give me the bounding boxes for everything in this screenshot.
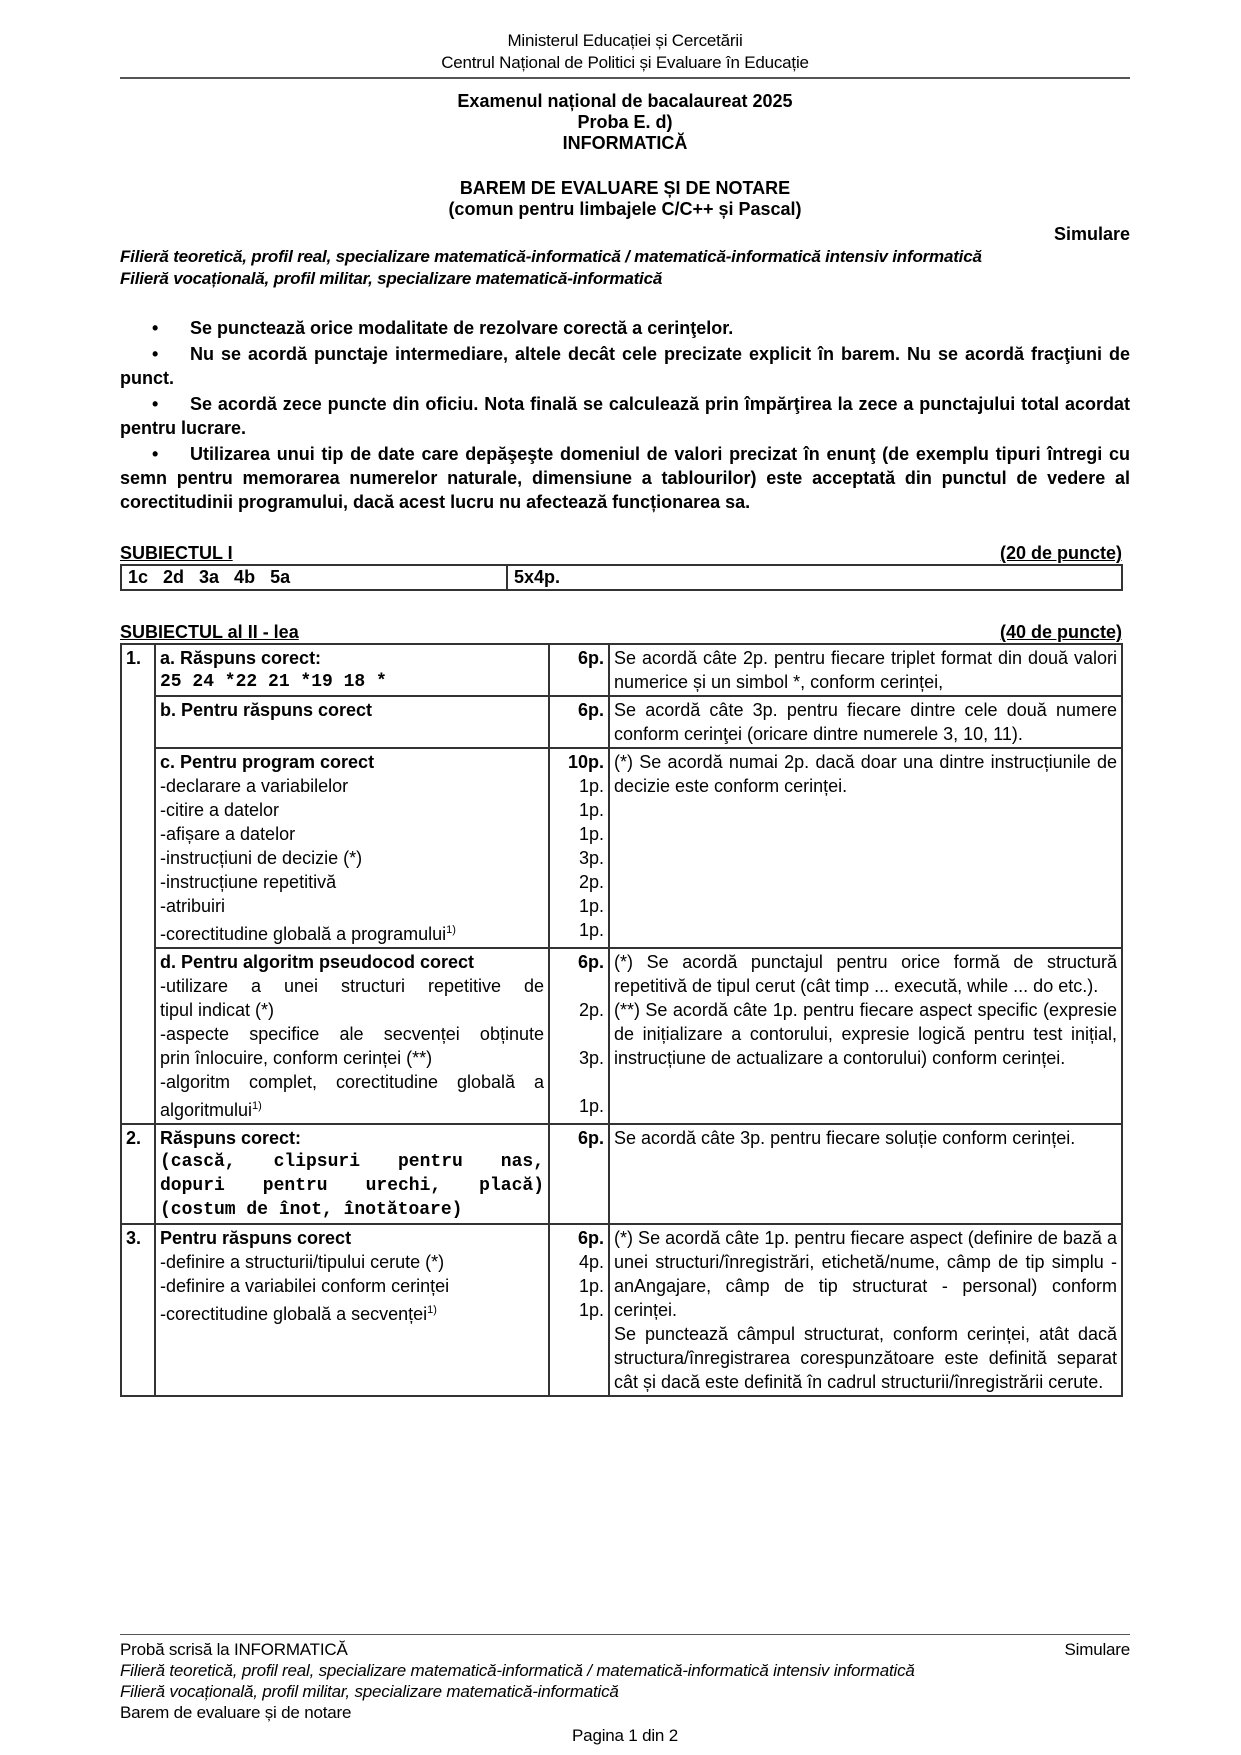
item-number — [121, 748, 155, 948]
criteria-line — [160, 1226, 544, 1250]
footer-exam: Probă scrisă la INFORMATICĂ — [120, 1640, 348, 1659]
criteria-text: (costum de înot, înotătoare) — [160, 1200, 463, 1220]
note-text-2: (**) Se acordă câte 1p. pentru fiecare aspect specific (expresie de inițializare a contorului, expresie logică pentru test inițial, instrucțiune de actualizare a contorului) conform cerinței. — [614, 1000, 1117, 1068]
criteria-text: prin înlocuire, conform cerinței (**) — [160, 1048, 433, 1068]
criteria-line — [160, 1250, 544, 1274]
points-value — [554, 670, 604, 694]
rule-item — [120, 342, 1130, 390]
criteria-text: algoritmului — [160, 1100, 253, 1120]
criteria-text: -corectitudine globală a programului — [160, 924, 447, 944]
bullet-icon: • — [152, 444, 159, 464]
points-value: 1p. — [578, 1300, 604, 1320]
note-text: (*) Se acordă numai 2p. dacă doar una dintre instrucțiunile de decizie este conform cerinței. — [614, 752, 1117, 796]
criteria-cell — [155, 748, 549, 948]
proba-title: Proba E. d) — [577, 112, 673, 132]
points-value: 3p. — [578, 848, 604, 868]
criteria-line — [160, 998, 544, 1022]
notes-cell — [609, 1224, 1122, 1396]
points-cell — [549, 1124, 609, 1224]
rule-item — [120, 392, 1130, 440]
criteria-line — [160, 1298, 544, 1326]
points-value: 6p. — [577, 648, 604, 668]
points-cell — [549, 696, 609, 748]
criteria-text: -instrucțiuni de decizie (*) — [160, 848, 363, 868]
criteria-line — [160, 1150, 544, 1174]
note-text: Se acordă câte 3p. pentru fiecare dintre cele două numere conform cerinţei (oricare dintre numerele 3, 10, 11). — [614, 700, 1117, 744]
note-text: (*) Se acordă câte 1p. pentru fiecare aspect (definire de bază a unei structuri/înregistrări, etichetă/nume, câmp de tip simplu - anAngajare, câmp de tip structurat - personal) conform cerinței. — [614, 1228, 1117, 1320]
criteria-text: -declarare a variabilelor — [160, 776, 349, 796]
points-value: 1p. — [578, 800, 604, 820]
criteria-line — [160, 670, 544, 694]
note-text: (*) Se acordă punctajul pentru orice formă de structură repetitivă de tipul cerut (cât timp ... execută, while ... do etc.). — [614, 952, 1117, 996]
document-page — [120, 0, 1130, 1397]
filiera-line-1: Filieră teoretică, profil real, specializare matematică-informatică / matematică-informatică intensiv informatică — [120, 247, 982, 266]
criteria-line — [160, 950, 544, 974]
criteria-line — [160, 1126, 544, 1150]
item-number: 3. — [121, 1224, 155, 1396]
rule-item — [120, 316, 1130, 340]
points-value: 1p. — [578, 1276, 604, 1296]
subject-1-points: (20 de puncte) — [999, 543, 1122, 563]
criteria-line — [160, 918, 544, 946]
criteria-text: dopuri pentru urechi, placă) — [160, 1176, 544, 1196]
criteria-cell — [155, 948, 549, 1124]
criteria-text: -afișare a datelor — [160, 824, 296, 844]
criteria-text: Răspuns corect: — [160, 1128, 302, 1148]
rule-text: Se acordă zece puncte din oficiu. Nota finală se calculează prin împărţirea la zece a punctajului total acordat pentru lucrare. — [120, 394, 1130, 438]
note-text: Se acordă câte 2p. pentru fiecare triplet format din două valori numerice și un simbol *, conform cerinței, — [614, 648, 1117, 692]
notes-cell — [609, 644, 1122, 696]
criteria-text: -algoritm complet, corectitudine globală a — [160, 1072, 544, 1092]
criteria-line — [160, 698, 544, 722]
criteria-text: tipul indicat (*) — [160, 1000, 275, 1020]
ministry-name: Ministerul Educației și Cercetării — [507, 31, 743, 50]
filiera-line-2: Filieră vocațională, profil militar, specializare matematică-informatică — [120, 269, 663, 288]
points-value: 1p. — [578, 1096, 604, 1116]
criteria-cell — [155, 644, 549, 696]
subject-1-title: SUBIECTUL I — [120, 543, 233, 563]
criteria-line — [160, 1046, 544, 1070]
page-header — [120, 30, 1130, 74]
item-number — [121, 948, 155, 1124]
points-cell — [549, 1224, 609, 1396]
criteria-line — [160, 1094, 544, 1122]
notes-cell — [609, 1124, 1122, 1224]
criteria-text: (cască, clipsuri pentru nas, — [160, 1152, 544, 1172]
criteria-line — [160, 1022, 544, 1046]
criteria-text: 25 24 *22 21 *19 18 * — [160, 672, 387, 692]
criteria-line — [160, 646, 544, 670]
points-value: 1p. — [578, 920, 604, 940]
session-label: Simulare — [1053, 224, 1130, 244]
item-number: 1. — [121, 644, 155, 696]
note-text-2: Se punctează câmpul structurat, conform cerinței, atât dacă structura/înregistrarea corespunzătoare este definită separat cât și dacă este definită în cadrul structurii/înregistrării cerute. — [614, 1324, 1117, 1392]
criteria-text: -definire a structurii/tipului cerute (*) — [160, 1252, 445, 1272]
general-rules-list — [120, 316, 1130, 514]
points-cell — [549, 644, 609, 696]
rule-text: Nu se acordă punctaje intermediare, altele decât cele precizate explicit în barem. Nu se acordă fracţiuni de punct. — [120, 344, 1130, 388]
criteria-text: -instrucțiune repetitivă — [160, 872, 337, 892]
document-titles — [120, 91, 1130, 220]
points-cell — [549, 748, 609, 948]
subject-2-points: (40 de puncte) — [999, 622, 1122, 642]
table-row — [121, 696, 1122, 748]
item-number — [121, 696, 155, 748]
criteria-line — [160, 894, 544, 918]
languages-subtitle: (comun pentru limbajele C/C++ și Pascal) — [448, 199, 802, 219]
subject-2-heading — [120, 621, 1122, 643]
criteria-text: -corectitudine globală a secvenței — [160, 1304, 428, 1324]
footer-doc-type: Barem de evaluare și de notare — [120, 1703, 352, 1722]
criteria-line — [160, 974, 544, 998]
table-row — [121, 644, 1122, 696]
footnote-mark: 1) — [427, 1304, 437, 1316]
criteria-text: c. Pentru program corect — [160, 752, 375, 772]
criteria-line — [160, 774, 544, 798]
exam-title: Examenul național de bacalaureat 2025 — [457, 91, 793, 111]
rule-item — [120, 442, 1130, 514]
bullet-icon: • — [152, 344, 159, 364]
criteria-cell — [155, 696, 549, 748]
table-row — [121, 1124, 1122, 1224]
bullet-icon: • — [152, 318, 159, 338]
points-value: 1p. — [578, 776, 604, 796]
criteria-line — [160, 1198, 544, 1222]
footer-filiera-1: Filieră teoretică, profil real, specializare matematică-informatică / matematică-informatică intensiv informatică — [120, 1661, 915, 1680]
notes-cell — [609, 696, 1122, 748]
subject-1-heading — [120, 542, 1122, 564]
criteria-line — [160, 846, 544, 870]
criteria-text: -atribuiri — [160, 896, 226, 916]
center-name: Centrul Național de Politici și Evaluare în Educație — [441, 53, 809, 72]
points-value — [554, 1022, 604, 1046]
barem-title: BAREM DE EVALUARE ȘI DE NOTARE — [459, 178, 791, 198]
points-cell — [549, 948, 609, 1124]
points-value: 10p. — [567, 752, 604, 772]
points-value — [554, 1070, 604, 1094]
points-value: 6p. — [577, 1128, 604, 1148]
criteria-text: a. Răspuns corect: — [160, 648, 322, 668]
footer-filiera-2: Filieră vocațională, profil militar, specializare matematică-informatică — [120, 1682, 619, 1701]
criteria-line — [160, 1274, 544, 1298]
criteria-line — [160, 822, 544, 846]
table-row — [121, 748, 1122, 948]
points-value — [554, 974, 604, 998]
points-value: 1p. — [578, 824, 604, 844]
points-value: 6p. — [577, 1228, 604, 1248]
points-value: 2p. — [578, 1000, 604, 1020]
points-value: 4p. — [578, 1252, 604, 1272]
points-value: 6p. — [577, 952, 604, 972]
rule-text: Utilizarea unui tip de date care depăşeşte domeniul de valori precizat în enunţ (de exemplu tipuri întregi cu semn pentru memorarea numerelor naturale, dimensiune a tablourilor) este acceptată din punctul de vedere al corectitudinii programului, dacă acest lucru nu afectează funcționarea sa. — [120, 444, 1130, 512]
criteria-line — [160, 798, 544, 822]
subject-2-title: SUBIECTUL al II - lea — [120, 622, 299, 642]
criteria-cell — [155, 1124, 549, 1224]
subject-title: INFORMATICĂ — [562, 133, 688, 153]
points-value: 6p. — [577, 700, 604, 720]
footer-session: Simulare — [1064, 1640, 1130, 1659]
table-row — [121, 948, 1122, 1124]
table-row — [121, 565, 1122, 590]
footnote-mark: 1) — [252, 1100, 262, 1112]
points-value: 2p. — [578, 872, 604, 892]
criteria-line — [160, 1174, 544, 1198]
criteria-text: -definire a variabilei conform cerinței — [160, 1276, 450, 1296]
criteria-text: Pentru răspuns corect — [160, 1228, 352, 1248]
points-value: 1p. — [578, 896, 604, 916]
footnote-mark: 1) — [446, 924, 456, 936]
subject-1-answers: 1c 2d 3a 4b 5a — [121, 565, 507, 590]
criteria-text: b. Pentru răspuns corect — [160, 700, 373, 720]
criteria-line — [160, 1070, 544, 1094]
criteria-line — [160, 870, 544, 894]
criteria-line — [160, 750, 544, 774]
subject-1-table — [120, 564, 1123, 591]
notes-cell — [609, 748, 1122, 948]
note-text: Se acordă câte 3p. pentru fiecare soluție conform cerinței. — [614, 1128, 1076, 1148]
page-number: Pagina 1 din 2 — [572, 1726, 678, 1745]
criteria-text: d. Pentru algoritm pseudocod corect — [160, 952, 475, 972]
rule-text: Se punctează orice modalitate de rezolvare corectă a cerinţelor. — [190, 318, 734, 338]
page-footer — [120, 1634, 1130, 1746]
criteria-text: -utilizare a unei structuri repetitive de — [160, 976, 544, 996]
notes-cell — [609, 948, 1122, 1124]
criteria-text: -aspecte specifice ale secvenței obținute — [160, 1024, 544, 1044]
header-divider — [120, 77, 1130, 79]
subject-1-scoring: 5x4p. — [507, 565, 1122, 590]
bullet-icon: • — [152, 394, 159, 414]
item-number: 2. — [121, 1124, 155, 1224]
criteria-cell — [155, 1224, 549, 1396]
points-value: 3p. — [578, 1048, 604, 1068]
table-row — [121, 1224, 1122, 1396]
subject-2-table — [120, 643, 1123, 1397]
criteria-text: -citire a datelor — [160, 800, 280, 820]
